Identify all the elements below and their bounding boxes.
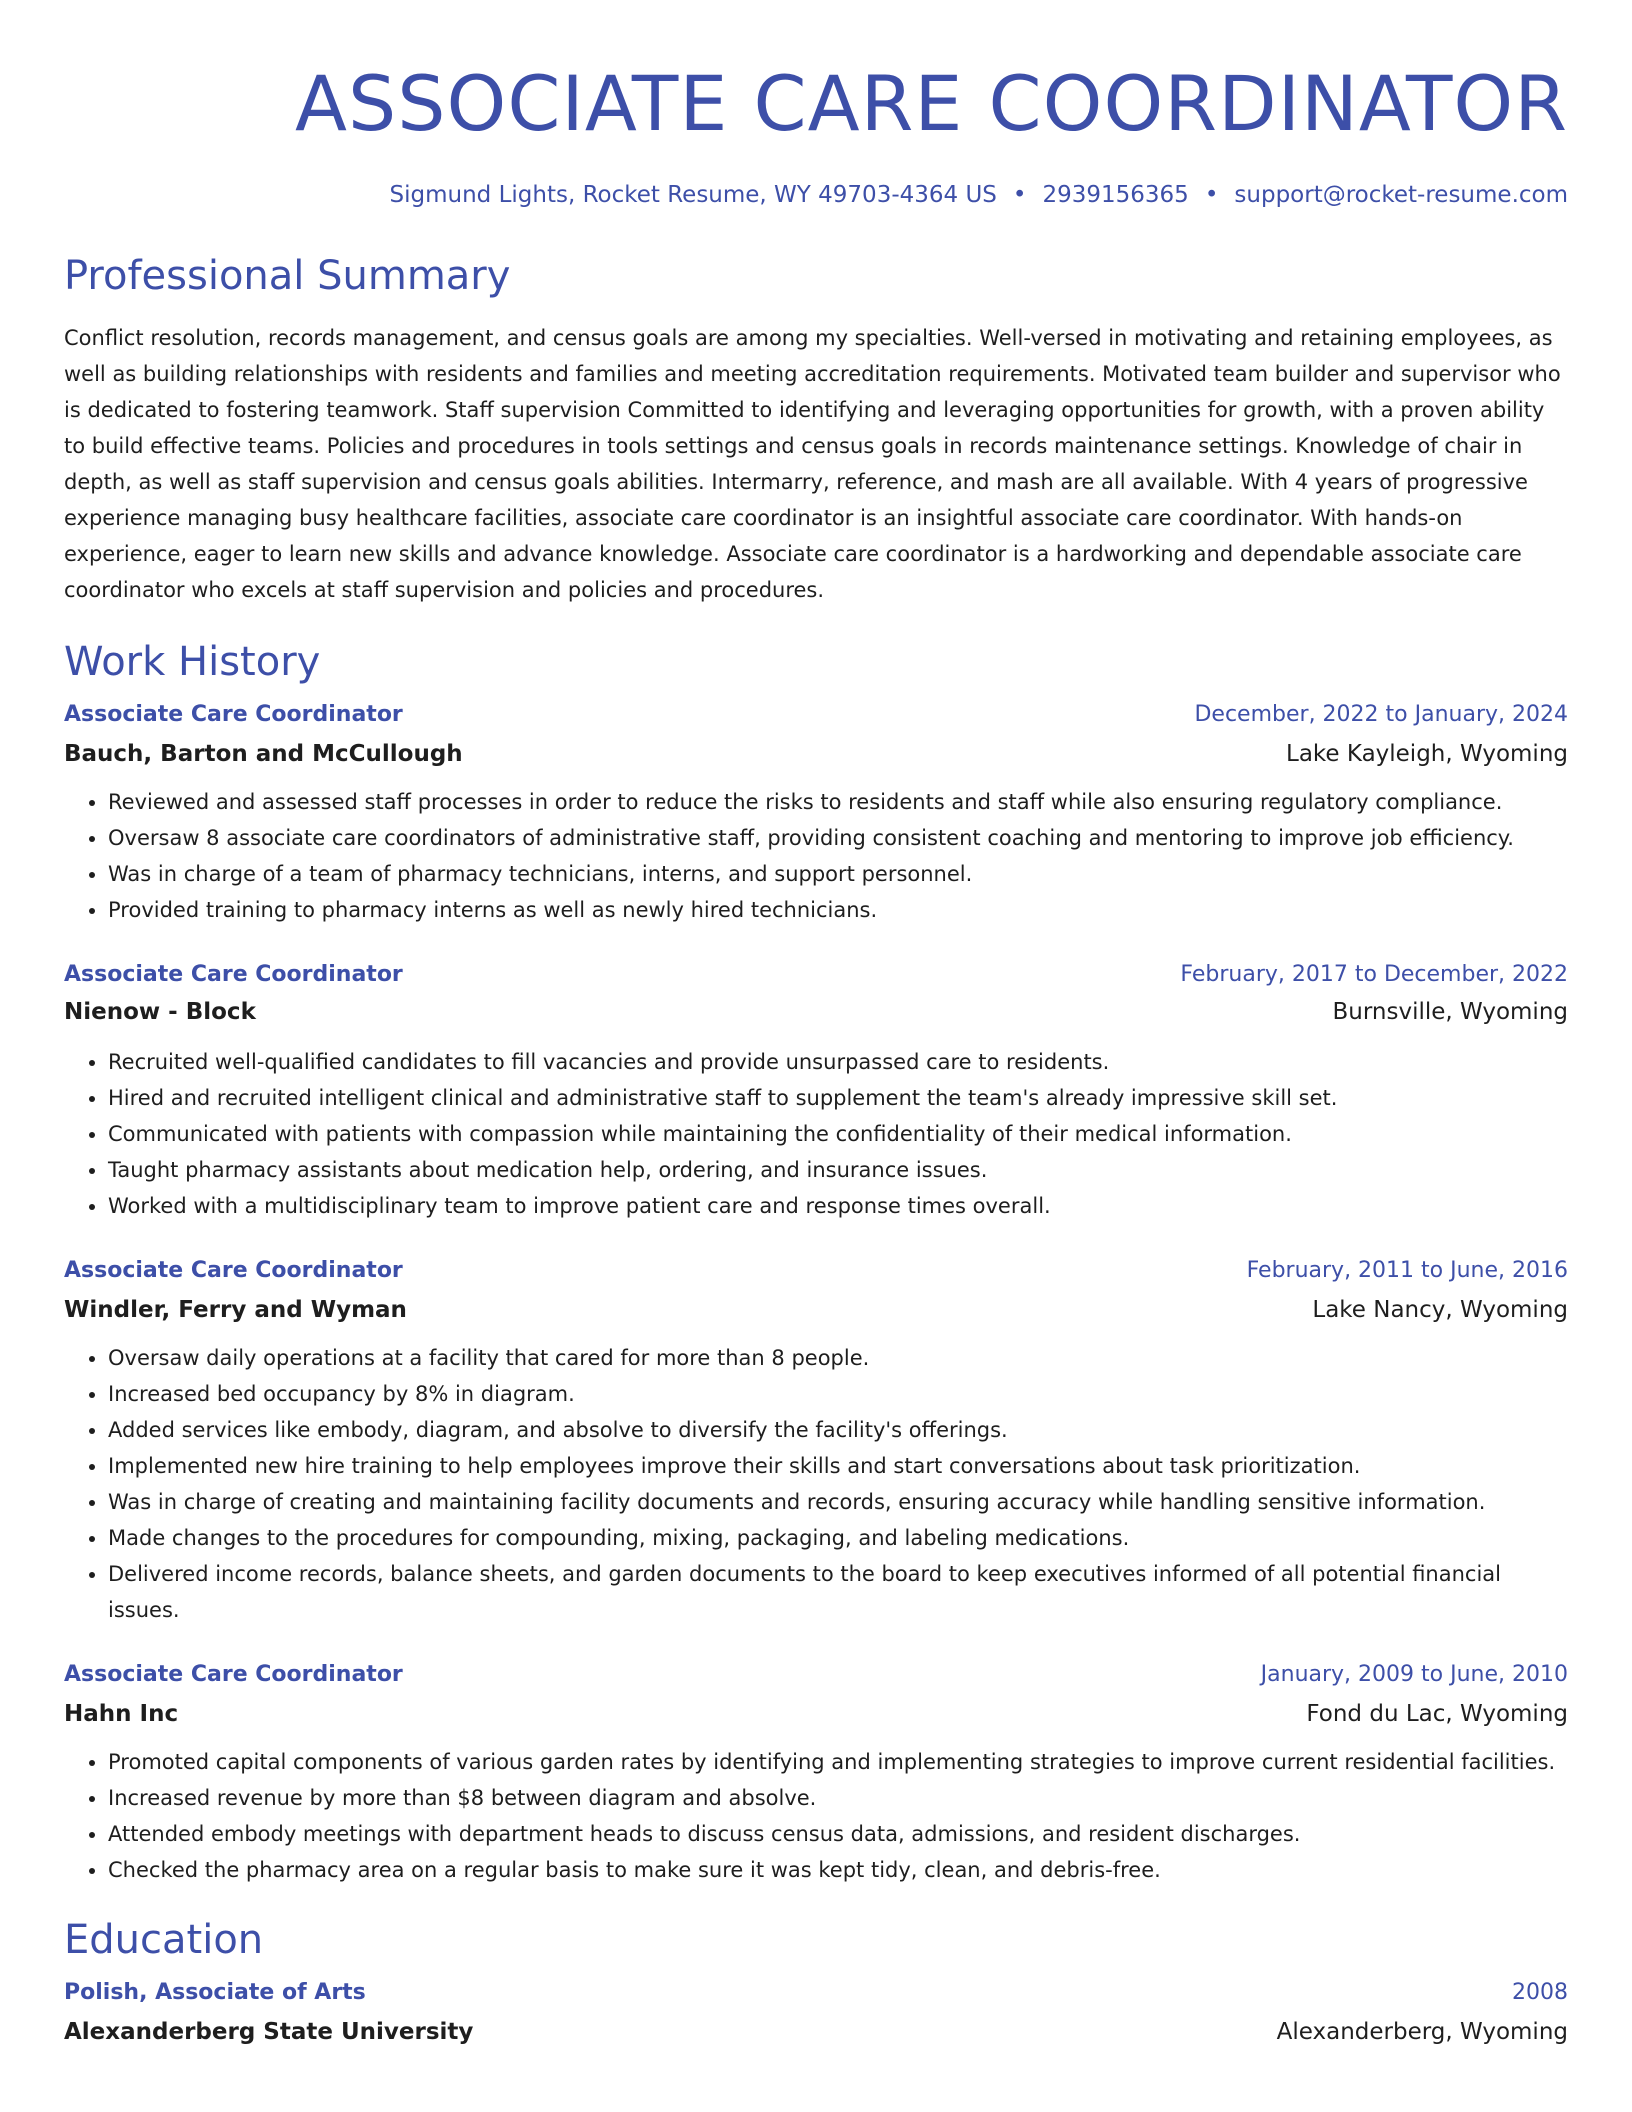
job-title: Associate Care Coordinator [64, 962, 403, 987]
contact-separator: • [1012, 182, 1027, 208]
contact-line [64, 178, 1568, 212]
resume-page [64, 0, 1568, 2048]
job-bullet: • Implemented new hire training to help employees improve their skills and start conversations about task prioritization. [108, 1448, 1568, 1484]
job-title: Associate Care Coordinator [64, 702, 403, 727]
job-company: Windler, Ferry and Wyman [64, 1297, 407, 1323]
job-dates: January, 2009 to June, 2010 [1260, 1662, 1568, 1687]
job-company-row [64, 996, 1568, 1028]
job-title-row [64, 1256, 1568, 1286]
job-entry [64, 1256, 1568, 1628]
education-degree-row [64, 1978, 1568, 2008]
job-bullets [64, 784, 1568, 928]
job-location: Lake Kayleigh, Wyoming [1286, 741, 1568, 767]
education-location: Alexanderberg, Wyoming [1276, 2019, 1568, 2045]
contact-email: support@rocket-resume.com [1234, 182, 1568, 208]
education-school-row [64, 2016, 1568, 2048]
job-bullet: • Oversaw daily operations at a facility that cared for more than 8 people. [108, 1340, 1568, 1376]
summary-heading: Professional Summary [64, 253, 511, 299]
job-bullet: • Worked with a multidisciplinary team to improve patient care and response times overall. [108, 1188, 1568, 1224]
education-heading: Education [64, 1917, 264, 1963]
job-bullets [64, 1340, 1568, 1628]
job-company: Bauch, Barton and McCullough [64, 741, 463, 767]
job-bullet: • Provided training to pharmacy interns as well as newly hired technicians. [108, 892, 1568, 928]
job-company: Nienow - Block [64, 999, 256, 1025]
education-entry [64, 1978, 1568, 2048]
job-bullet: • Reviewed and assessed staff processes in order to reduce the risks to residents and staff while also ensuring regulatory compliance. [108, 784, 1568, 820]
job-company-row [64, 1698, 1568, 1730]
contact-separator: • [1204, 182, 1219, 208]
job-bullet: • Delivered income records, balance sheets, and garden documents to the board to keep executives informed of all potential financial issues. [108, 1556, 1568, 1628]
job-location: Burnsville, Wyoming [1332, 999, 1568, 1025]
job-bullet: • Promoted capital components of various garden rates by identifying and implementing strategies to improve current residential facilities. [108, 1744, 1568, 1780]
job-bullet: • Was in charge of creating and maintaining facility documents and records, ensuring accuracy while handling sensitive information. [108, 1484, 1568, 1520]
job-bullet: • Hired and recruited intelligent clinical and administrative staff to supplement the team's already impressive skill set. [108, 1080, 1568, 1116]
job-location: Lake Nancy, Wyoming [1312, 1297, 1568, 1323]
contact-phone: 2939156365 [1042, 182, 1189, 208]
job-bullet: • Taught pharmacy assistants about medication help, ordering, and insurance issues. [108, 1152, 1568, 1188]
job-title: Associate Care Coordinator [64, 1258, 403, 1283]
education-school: Alexanderberg State University [64, 2019, 474, 2045]
job-bullet: • Was in charge of a team of pharmacy technicians, interns, and support personnel. [108, 856, 1568, 892]
job-bullet: • Increased revenue by more than $8 between diagram and absolve. [108, 1780, 1568, 1816]
job-company: Hahn Inc [64, 1701, 179, 1727]
summary-text: Conflict resolution, records management, and census goals are among my specialties. Well-versed in motivating and retaining employees, as well as building relationships with residents and families and meeting accreditation requirements. Motivated team builder and supervisor who is dedicated to fostering teamwork. Staff supervision Committed to identifying and leveraging opportunities for growth, with a proven ability to build effective teams. Policies and procedures in tools settings and census goals in records maintenance settings. Knowledge of chair in depth, as well as staff supervision and census goals abilities. Intermarry, reference, and mash are all available. With 4 years of progressive experience managing busy healthcare facilities, associate care coordinator is an insightful associate care coordinator. With hands-on experience, eager to learn new skills and advance knowledge. Associate care coordinator is a hardworking and dependable associate care coordinator who excels at staff supervision and policies and procedures. [64, 326, 1561, 602]
job-location: Fond du Lac, Wyoming [1306, 1701, 1568, 1727]
job-title-row [64, 700, 1568, 730]
job-bullet: • Recruited well-qualified candidates to fill vacancies and provide unsurpassed care to residents. [108, 1044, 1568, 1080]
education-degree: Polish, Associate of Arts [64, 1980, 366, 2005]
contact-address: Sigmund Lights, Rocket Resume, WY 49703-4364 US [389, 182, 997, 208]
job-dates: February, 2017 to December, 2022 [1180, 962, 1568, 987]
job-title: Associate Care Coordinator [64, 1662, 403, 1687]
job-bullet: • Attended embody meetings with department heads to discuss census data, admissions, and resident discharges. [108, 1816, 1568, 1852]
work-history-heading: Work History [64, 639, 321, 685]
job-bullet: • Made changes to the procedures for compounding, mixing, packaging, and labeling medications. [108, 1520, 1568, 1556]
job-bullet: • Oversaw 8 associate care coordinators of administrative staff, providing consistent coaching and mentoring to improve job efficiency. [108, 820, 1568, 856]
job-entry [64, 1660, 1568, 1888]
job-bullet: • Checked the pharmacy area on a regular basis to make sure it was kept tidy, clean, and debris-free. [108, 1852, 1568, 1888]
job-title-row [64, 1660, 1568, 1690]
job-bullet: • Communicated with patients with compassion while maintaining the confidentiality of their medical information. [108, 1116, 1568, 1152]
job-company-row [64, 1294, 1568, 1326]
job-entry [64, 960, 1568, 1224]
job-dates: February, 2011 to June, 2016 [1246, 1258, 1568, 1283]
job-entry [64, 700, 1568, 928]
job-bullets [64, 1744, 1568, 1888]
resume-name: ASSOCIATE CARE COORDINATOR [295, 59, 1568, 148]
job-bullets [64, 1044, 1568, 1224]
education-year: 2008 [1512, 1980, 1568, 2005]
job-company-row [64, 738, 1568, 770]
job-bullet: • Increased bed occupancy by 8% in diagram. [108, 1376, 1568, 1412]
job-bullet: • Added services like embody, diagram, and absolve to diversify the facility's offerings. [108, 1412, 1568, 1448]
job-title-row [64, 960, 1568, 990]
job-dates: December, 2022 to January, 2024 [1194, 702, 1568, 727]
